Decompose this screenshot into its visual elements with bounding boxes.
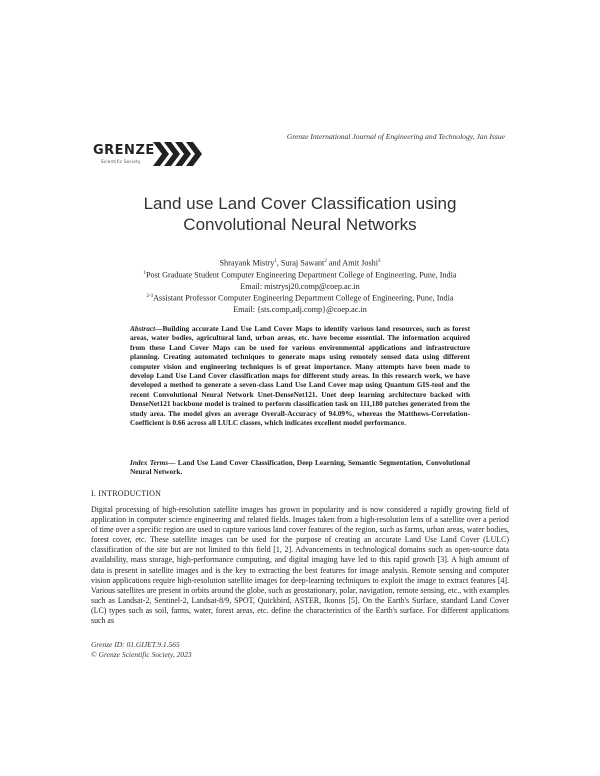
author-block xyxy=(0,257,600,315)
logo-subtitle: Scientific Society xyxy=(101,159,141,164)
grenze-id: Grenze ID: 01.GIJET.9.1.565 xyxy=(91,640,180,649)
aff-2-sup: 2-3 xyxy=(146,294,154,300)
abstract-lead: Abstract xyxy=(130,324,156,333)
logo-text: GRENZE xyxy=(93,143,155,158)
index-terms-lead: Index Terms xyxy=(130,458,169,467)
author-3-sup: 3 xyxy=(378,259,381,264)
title-line-1: Land use Land Cover Classification using xyxy=(143,194,457,213)
paper-title xyxy=(0,193,600,235)
journal-header: Grenze International Journal of Engineering and Technology, Jan Issue xyxy=(286,132,505,141)
affiliation-1 xyxy=(0,269,600,281)
index-terms xyxy=(130,458,470,477)
author-names xyxy=(0,257,600,269)
title-line-2: Convolutional Neural Networks xyxy=(183,215,417,234)
email-2: Email: {sts.comp,adj.comp}@coep.ac.in xyxy=(233,304,367,314)
copyright: © Grenze Scientific Society, 2023 xyxy=(91,650,192,659)
aff-1-text: Post Graduate Student Computer Engineering Department College of Engineering, Pune, India xyxy=(145,271,457,281)
email-1: Email: mistrysj20.comp@coep.ac.in xyxy=(240,281,360,291)
author-1: Shrayank Mistry xyxy=(219,258,275,268)
body-paragraph: Digital processing of high-resolution satellite images has grown in popularity and is now considered a rapidly growing field of application in computer science engineering and related fields. Images taken from a high-resolution lens of a satellite over a period of time over a specific region are used to capture various land cover features of the region, such as farms, urban areas, water bodies, forest cover, etc. These satellite images can be used for the purpose of creating an accurate Land Use Land Cover (LULC) classification of the site but are not limited to this field [1, 2]. Advancements in technological domains such as open-source data availability, mass storage, high-performance computing, and digital imaging have led to this rapid growth [3]. A high amount of data is present in satellite images and is the key to extracting the best features for image analysis. Remote sensing and computer vision applications require high-resolution satellite images for deep-learning techniques to exploit the image to extract features [4]. Various satellites are present in orbits around the globe, such as geostationary, polar, navigation, remote sensing, etc., with examples such as Landsat-2, Sentinel-2, Landsat-8/9, SPOT, Quickbird, ASTER, Ikonos [5]. On the Earth's Surface, standard Land Cover (LC) types such as soil, farms, water, forest areas, etc. define the characteristics of the Earth's surface. For different applications such as xyxy=(91,505,509,626)
abstract xyxy=(130,324,470,427)
affiliation-2 xyxy=(0,292,600,304)
author-3: and Amit Joshi xyxy=(326,258,379,268)
index-terms-text: — Land Use Land Cover Classification, Deep Learning, Semantic Segmentation, Convolutional Neural Network. xyxy=(130,458,471,477)
author-2-sup: 2 xyxy=(324,259,327,264)
page-footer xyxy=(91,640,192,660)
section-heading: I. INTRODUCTION xyxy=(91,489,162,498)
abstract-text: —Building accurate Land Use Land Cover Maps to identify various land resources, such as forest areas, water bodies, agricultural land, urban areas, etc. have become essential. The information acquired from these Land Cover Maps can be used for various environmental applications and infrastructure planning. Creating automated techniques to generate maps using remotely sensed data using different computer vision and engineering techniques is of great importance. Many attempts have been made to develop Land Use Land Cover classification maps for different study areas. In this research work, we have developed a method to generate a seven-class Land Use Land Cover map using Quantum GIS-tool and the recent Convolutional Neural Network Unet-DenseNet121. Unet deep learning architecture backed with DenseNet121 backbone model is trained to perform classification task on 111,180 patches generated from the study area. The model gives an average Overall-Accuracy of 94.09%, whereas the Matthews-Correlation-Coefficient is 0.66 across all LULC classes, which indicates excellent model performance. xyxy=(130,324,470,428)
author-2: , Suraj Sawant xyxy=(276,258,325,268)
aff-1-sup: 1 xyxy=(143,271,146,277)
author-1-sup: 1 xyxy=(274,259,277,264)
logo-chevrons-icon xyxy=(153,140,205,168)
aff-2-text: Assistant Professor Computer Engineering Department College of Engineering, Pune, India xyxy=(153,293,454,303)
grenze-logo xyxy=(93,140,205,168)
